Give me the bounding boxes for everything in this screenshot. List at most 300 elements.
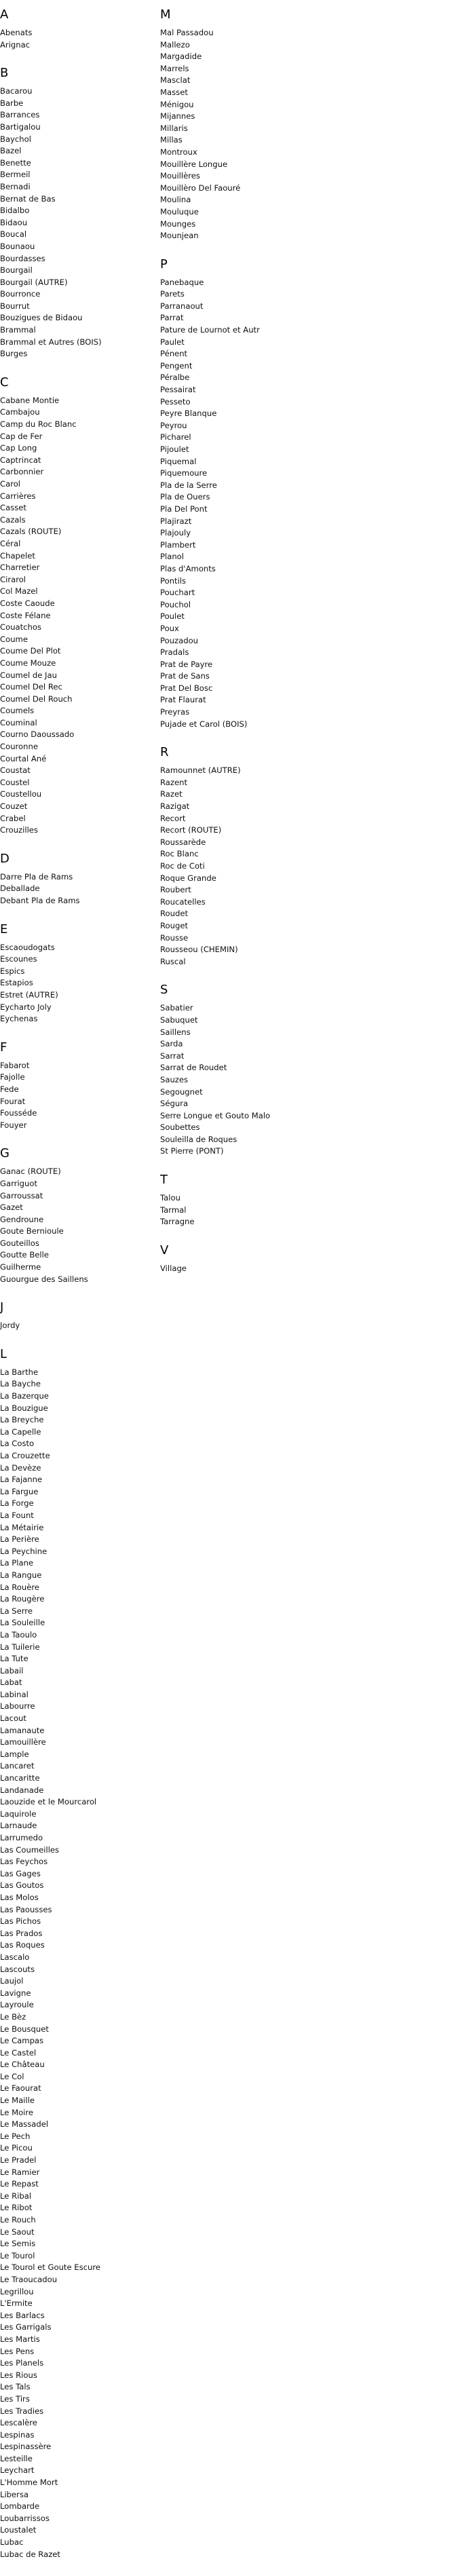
place-link[interactable]: La Barthe [0, 1367, 39, 1377]
place-link[interactable]: Masclat [160, 75, 191, 86]
place-link[interactable]: Souleilla de Roques [160, 1134, 237, 1144]
place-link[interactable]: Estapios [0, 978, 33, 988]
place-link[interactable]: La Souleille [0, 1618, 45, 1628]
place-link[interactable]: Le Col [0, 2071, 24, 2081]
place-link[interactable]: Labat [0, 1678, 22, 1688]
place-link[interactable]: Arignac [0, 39, 31, 50]
place-link[interactable]: Bounaou [0, 241, 35, 251]
place-link[interactable]: Bouzigues de Bidaou [0, 313, 83, 323]
letter-heading: G [0, 1146, 9, 1161]
place-link[interactable]: Coumel de Jau [0, 670, 57, 680]
place-link[interactable]: Goutte Belle [0, 1250, 49, 1260]
place-link[interactable]: Barbe [0, 98, 24, 108]
place-link[interactable]: Coumel Del Rec [0, 682, 62, 692]
place-link[interactable]: Parets [160, 289, 185, 299]
place-link[interactable]: La Bouzigue [0, 1403, 48, 1413]
place-link[interactable]: Prat de Payre [160, 659, 213, 669]
place-link[interactable]: La Breyche [0, 1415, 44, 1425]
place-link[interactable]: Segougnet [160, 1086, 203, 1097]
place-link[interactable]: Picharel [160, 432, 191, 442]
place-link[interactable]: Las Gages [0, 1868, 41, 1878]
place-link[interactable]: Le Bèz [0, 2011, 26, 2022]
place-link[interactable]: Poux [160, 623, 179, 633]
place-link[interactable]: Le Castel [0, 2047, 37, 2058]
place-link[interactable]: La Rouère [0, 1582, 40, 1592]
letter-heading: R [160, 745, 169, 760]
place-link[interactable]: La Forge [0, 1498, 34, 1509]
place-link[interactable]: La Tute [0, 1654, 28, 1664]
place-link[interactable]: Roucatelles [160, 896, 206, 907]
place-link[interactable]: La Perière [0, 1534, 39, 1545]
place-link[interactable]: Rousseou (CHEMIN) [160, 945, 238, 955]
place-link[interactable]: Mouillèro Del Faouré [160, 183, 241, 193]
place-link[interactable]: Millaris [160, 123, 188, 133]
place-link[interactable]: Pouchol [160, 599, 191, 609]
place-link[interactable]: Le Rouch [0, 2215, 36, 2224]
place-link[interactable]: Brammal et Autres (BOIS) [0, 337, 102, 347]
place-link[interactable]: Courno Daoussado [0, 730, 75, 740]
place-link[interactable]: Céral [0, 538, 21, 548]
place-link[interactable]: Mouillère Longue [160, 159, 228, 169]
place-link[interactable]: La Fount [0, 1510, 34, 1520]
place-link[interactable]: Prat Flaurat [160, 695, 206, 705]
place-link[interactable]: Paulet [160, 337, 185, 347]
place-link[interactable]: Ganac (ROUTE) [0, 1167, 61, 1177]
place-link[interactable]: Margadide [160, 52, 202, 62]
place-link[interactable]: Gouteillos [0, 1238, 39, 1248]
place-link[interactable]: Saillens [160, 1027, 191, 1037]
place-link[interactable]: Peyre Blanque [160, 409, 217, 419]
place-link[interactable]: Le Moire [0, 2107, 34, 2117]
place-link[interactable]: Las Goutos [0, 1880, 44, 1891]
place-link[interactable]: Bartigalou [0, 121, 41, 132]
place-link[interactable]: La Fajanne [0, 1475, 43, 1485]
place-link[interactable]: Coume [0, 634, 28, 644]
place-link[interactable]: Labinal [0, 1689, 28, 1699]
place-link[interactable]: Cazals [0, 514, 26, 525]
place-link[interactable]: Le Pech [0, 2131, 31, 2141]
place-link[interactable]: Cirarol [0, 574, 26, 584]
place-link[interactable]: Couatchos [0, 622, 42, 632]
place-link[interactable]: Las Pichos [0, 1916, 41, 1927]
place-link[interactable]: Bourgail [0, 265, 33, 276]
letter-section-e [0, 923, 149, 1025]
place-link[interactable]: Brammal [0, 325, 36, 335]
place-link[interactable]: Les Garrigals [0, 2322, 52, 2332]
place-link[interactable]: Piquemoure [160, 468, 208, 478]
place-link[interactable]: Roubert [160, 885, 191, 895]
place-link[interactable]: La Devèze [0, 1462, 41, 1473]
place-link[interactable]: Le Faourat [0, 2083, 41, 2094]
place-link[interactable]: Plajouly [160, 528, 191, 538]
place-link[interactable]: Captrincat [0, 455, 41, 465]
place-list [160, 1002, 309, 1158]
place-link[interactable]: Coustellou [0, 789, 42, 799]
place-link[interactable]: Deballade [0, 884, 40, 894]
place-link[interactable]: Les Pens [0, 2346, 35, 2356]
place-link[interactable]: Soubettes [160, 1122, 200, 1133]
place-link[interactable]: Legrillou [0, 2286, 34, 2296]
place-link[interactable]: Serre Longue et Gouto Malo [160, 1110, 271, 1120]
place-link[interactable]: Garriguot [0, 1178, 37, 1188]
place-link[interactable]: Parrat [160, 313, 184, 323]
place-link[interactable]: Razigat [160, 801, 190, 812]
place-link[interactable]: Les Martis [0, 2334, 40, 2344]
place-link[interactable]: Col Mazel [0, 586, 38, 596]
place-link[interactable]: Les Barlacs [0, 2310, 45, 2320]
place-link[interactable]: Espics [0, 966, 25, 976]
place-link[interactable]: Bazel [0, 146, 22, 156]
place-link[interactable]: Mounges [160, 219, 196, 229]
place-link[interactable]: Bacarou [0, 86, 33, 96]
place-link[interactable]: L'Ermite [0, 2298, 33, 2309]
place-link[interactable]: Couminal [0, 717, 37, 727]
place-link[interactable]: Razent [160, 777, 188, 787]
place-link[interactable]: Loustalet [0, 2525, 37, 2535]
place-link[interactable]: Plas d'Amonts [160, 563, 216, 573]
place-link[interactable]: La Tuilerie [0, 1642, 40, 1652]
place-link[interactable]: Lample [0, 1749, 29, 1759]
place-link[interactable]: Libersa [0, 2489, 29, 2499]
place-link[interactable]: Coustel [0, 777, 30, 787]
place-link[interactable]: Lancaret [0, 1761, 35, 1771]
place-link[interactable]: Cap de Fer [0, 431, 43, 441]
place-link[interactable]: Le Picou [0, 2143, 33, 2153]
place-link[interactable]: Village [160, 1263, 187, 1273]
place-link[interactable]: Razet [160, 789, 183, 799]
place-link[interactable]: Cap Long [0, 443, 37, 453]
place-link[interactable]: Le Ribal [0, 2191, 32, 2201]
place-link[interactable]: Pengent [160, 360, 193, 371]
place-link[interactable]: Le Massadel [0, 2119, 49, 2129]
place-link[interactable]: Garroussat [0, 1190, 43, 1200]
place-link[interactable]: Laouzide et le Mourcarol [0, 1797, 97, 1807]
place-link[interactable]: Moulina [160, 195, 191, 205]
place-link[interactable]: St Pierre (PONT) [160, 1146, 224, 1156]
place-link[interactable]: Pessairat [160, 385, 196, 395]
place-link[interactable]: Coste Félane [0, 610, 51, 620]
place-link[interactable]: Larnaude [0, 1821, 37, 1831]
place-link[interactable]: Gendroune [0, 1214, 44, 1224]
place-link[interactable]: Goute Bernioule [0, 1226, 64, 1236]
place-link[interactable]: Lombarde [0, 2501, 40, 2512]
place-link[interactable]: Lubac [0, 2537, 24, 2547]
letter-section-d [0, 852, 149, 907]
place-link[interactable]: Bidalbo [0, 206, 30, 216]
place-link[interactable]: Sabatier [160, 1003, 193, 1013]
place-link[interactable]: Pla Del Pont [160, 504, 208, 514]
place-link[interactable]: Bidaou [0, 217, 28, 227]
place-link[interactable]: Estret (AUTRE) [0, 989, 58, 1000]
place-link[interactable]: Chapelet [0, 550, 35, 561]
place-link[interactable]: Eychenas [0, 1014, 38, 1024]
place-link[interactable]: Las Roques [0, 1940, 45, 1950]
place-link[interactable]: Bourronce [0, 289, 41, 299]
place-link[interactable]: Les Planels [0, 2358, 44, 2368]
place-link[interactable]: Mouluque [160, 206, 199, 216]
place-link[interactable]: Le Ramier [0, 2167, 40, 2177]
place-link[interactable]: Camp du Roc Blanc [0, 419, 77, 430]
place-link[interactable]: La Métairie [0, 1522, 44, 1532]
place-link[interactable]: Pontils [160, 575, 187, 586]
letter-section-t [160, 1173, 309, 1228]
place-link[interactable]: Marrels [160, 63, 189, 73]
place-link[interactable]: Ménigou [160, 99, 194, 109]
place-link[interactable]: La Capelle [0, 1426, 41, 1437]
place-list [0, 942, 149, 1025]
place-link[interactable]: Les Tals [0, 2382, 31, 2392]
place-link[interactable]: Le Tourol [0, 2250, 35, 2260]
place-link[interactable]: Laujol [0, 1976, 24, 1986]
place-link[interactable]: Escaoudogats [0, 942, 55, 952]
place-list [160, 765, 309, 968]
place-list [160, 1263, 309, 1275]
place-link[interactable]: Crouzilles [0, 825, 38, 835]
place-link[interactable]: Fouyer [0, 1120, 27, 1130]
place-link[interactable]: Poulet [160, 611, 185, 622]
place-link[interactable]: Piquemal [160, 456, 197, 466]
place-link[interactable]: Le Repast [0, 2179, 39, 2189]
place-link[interactable]: La Serre [0, 1606, 33, 1616]
place-link[interactable]: Plambert [160, 539, 196, 550]
place-link[interactable]: Pature de Lournot et Autr [160, 325, 260, 335]
place-link[interactable]: La Rougère [0, 1594, 45, 1604]
place-link[interactable]: Talou [160, 1193, 180, 1203]
place-link[interactable]: Lancaritte [0, 1773, 40, 1783]
place-link[interactable]: Sarrat [160, 1050, 185, 1061]
place-link[interactable]: Masset [160, 87, 188, 97]
place-link[interactable]: La Crouzette [0, 1451, 50, 1460]
place-link[interactable]: La Rangue [0, 1570, 42, 1580]
place-link[interactable]: Coume Mouze [0, 658, 56, 668]
place-link[interactable]: Lascouts [0, 1964, 35, 1974]
place-link[interactable]: Recort (ROUTE) [160, 825, 222, 835]
place-link[interactable]: Pijoulet [160, 444, 189, 454]
letter-section-v [160, 1244, 309, 1275]
place-link[interactable]: Cabane Montie [0, 395, 60, 405]
place-link[interactable]: Baychol [0, 134, 31, 144]
place-link[interactable]: Roudet [160, 909, 189, 919]
place-link[interactable]: Carol [0, 479, 21, 489]
place-link[interactable]: Layroule [0, 2000, 34, 2010]
place-link[interactable]: Le Pradel [0, 2155, 37, 2165]
place-link[interactable]: Couronne [0, 742, 38, 752]
place-link[interactable]: Plajirazt [160, 516, 192, 526]
place-link[interactable]: Lespinassère [0, 2442, 52, 2452]
place-link[interactable]: Pla de Ouers [160, 492, 210, 502]
place-link[interactable]: Ségura [160, 1099, 189, 1109]
letter-heading: D [0, 851, 9, 866]
place-link[interactable]: Lamouillère [0, 1737, 46, 1747]
place-link[interactable]: Landanade [0, 1785, 44, 1795]
place-link[interactable]: Jordy [0, 1321, 20, 1331]
place-link[interactable]: La Costo [0, 1439, 35, 1449]
place-link[interactable]: L'Homme Mort [0, 2478, 58, 2488]
place-link[interactable]: Casset [0, 503, 26, 513]
place-link[interactable]: Recort [160, 813, 186, 823]
place-list [0, 27, 149, 51]
place-link[interactable]: Le Château [0, 2060, 45, 2070]
place-link[interactable]: Tarragne [160, 1217, 195, 1227]
place-link[interactable]: Gazet [0, 1202, 23, 1213]
place-link[interactable]: Montroux [160, 147, 197, 157]
place-link[interactable]: Pla de la Serre [160, 480, 217, 490]
place-link[interactable]: Mouillères [160, 171, 200, 181]
place-link[interactable]: Larrumedo [0, 1833, 43, 1842]
place-link[interactable]: Crabel [0, 813, 26, 823]
place-link[interactable]: La Bazerque [0, 1391, 49, 1401]
place-link[interactable]: Lespinas [0, 2429, 35, 2440]
place-link[interactable]: Lacout [0, 1713, 26, 1724]
place-list [0, 1166, 149, 1285]
place-link[interactable]: Roussarède [160, 837, 206, 847]
place-link[interactable]: Le Maille [0, 2096, 35, 2106]
place-link[interactable]: Escounes [0, 954, 37, 964]
place-link[interactable]: Millas [160, 135, 183, 145]
place-link[interactable]: Le Semis [0, 2239, 36, 2249]
place-link[interactable]: Le Campas [0, 2036, 44, 2046]
place-link[interactable]: Cambajou [0, 407, 40, 417]
place-link[interactable]: Mal Passadou [160, 28, 214, 37]
place-link[interactable]: Lescalère [0, 2418, 37, 2428]
place-link[interactable]: Bourgail (AUTRE) [0, 277, 68, 287]
place-link[interactable]: Ruscal [160, 956, 186, 966]
place-link[interactable]: Parranaout [160, 301, 204, 311]
place-link[interactable]: Bermeil [0, 170, 31, 180]
place-link[interactable]: Fourat [0, 1096, 26, 1106]
place-link[interactable]: Bernat de Bas [0, 193, 56, 204]
place-link[interactable]: Las Coumeilles [0, 1844, 60, 1855]
place-link[interactable]: Rouget [160, 920, 189, 930]
place-link[interactable]: Fajolle [0, 1072, 25, 1082]
place-link[interactable]: Lascalo [0, 1952, 30, 1962]
place-link[interactable]: Labourre [0, 1701, 35, 1711]
place-link[interactable]: Pouzadou [160, 635, 199, 645]
place-link[interactable]: Preyras [160, 707, 190, 717]
place-link[interactable]: Planol [160, 552, 184, 562]
place-link[interactable]: Guilherme [0, 1262, 41, 1272]
place-link[interactable]: Darre Pla de Rams [0, 871, 73, 882]
place-link[interactable]: Guourgue des Saillens [0, 1274, 88, 1284]
place-link[interactable]: Bernadi [0, 181, 31, 191]
place-link[interactable]: Boucal [0, 229, 27, 240]
place-link[interactable]: Cazals (ROUTE) [0, 527, 62, 537]
place-link[interactable]: Lamanaute [0, 1725, 45, 1735]
place-link[interactable]: Lubac de Razet [0, 2549, 60, 2559]
place-link[interactable]: Sabuquet [160, 1015, 198, 1025]
place-link[interactable]: Peyrou [160, 420, 187, 430]
place-link[interactable]: Labail [0, 1665, 24, 1675]
place-link[interactable]: Eycharto Joly [0, 1002, 52, 1012]
place-link[interactable]: Las Paousses [0, 1904, 52, 1914]
place-link[interactable]: Abenats [0, 28, 33, 37]
place-link[interactable]: Lesteille [0, 2453, 33, 2463]
place-link[interactable]: Rousse [160, 932, 189, 943]
place-link[interactable]: Fousséde [0, 1108, 37, 1118]
place-link[interactable]: La Taoulo [0, 1629, 37, 1640]
place-link[interactable]: Charretier [0, 563, 40, 573]
place-link[interactable]: Pénent [160, 349, 188, 359]
place-link[interactable]: Ramounnet (AUTRE) [160, 765, 241, 776]
letter-section-b [0, 67, 149, 360]
letter-heading: B [0, 66, 9, 81]
place-link[interactable]: Roc de Coti [160, 861, 205, 871]
place-link[interactable]: Le Bousquet [0, 2024, 49, 2034]
letter-section-g [0, 1147, 149, 1285]
place-link[interactable]: Lavigne [0, 1988, 31, 1998]
place-link[interactable]: Pradals [160, 647, 189, 658]
place-link[interactable]: Fabarot [0, 1060, 30, 1070]
place-link[interactable]: Carbonnier [0, 467, 44, 477]
place-link[interactable]: Coumels [0, 706, 35, 716]
place-link[interactable]: Le Traoucadou [0, 2274, 58, 2284]
place-link[interactable]: Les Tirs [0, 2393, 30, 2404]
place-link[interactable]: Le Tourol et Goute Escure [0, 2262, 101, 2273]
place-link[interactable]: Laquirole [0, 1808, 37, 1819]
place-link[interactable]: Coume Del Plot [0, 646, 61, 656]
place-link[interactable]: Sarda [160, 1039, 183, 1049]
place-link[interactable]: Le Saout [0, 2227, 35, 2237]
place-link[interactable]: Mallezo [160, 39, 190, 50]
letter-heading: C [0, 375, 9, 390]
place-link[interactable]: Bourrut [0, 301, 30, 311]
place-link[interactable]: Roque Grande [160, 873, 216, 883]
letter-heading: E [0, 922, 8, 936]
place-link[interactable]: Barrances [0, 110, 40, 120]
place-link[interactable]: Fede [0, 1084, 19, 1094]
place-link[interactable]: Bourdasses [0, 253, 45, 263]
place-link[interactable]: Courtal Ané [0, 753, 47, 763]
place-link[interactable]: Prat Del Bosc [160, 683, 213, 693]
place-link[interactable]: Loubarrissos [0, 2513, 50, 2523]
place-link[interactable]: Mijannes [160, 111, 195, 121]
place-link[interactable]: Pujade et Carol (BOIS) [160, 719, 248, 729]
place-link[interactable]: Panebaque [160, 277, 204, 287]
letter-section-s [160, 983, 309, 1158]
place-link[interactable]: La Fargue [0, 1486, 39, 1496]
place-link[interactable]: Coumel Del Rouch [0, 694, 73, 704]
place-link[interactable]: Tarmal [160, 1205, 187, 1215]
place-link[interactable]: Carrières [0, 491, 36, 501]
place-link[interactable]: Coste Caoude [0, 598, 55, 608]
place-link[interactable]: Mounjean [160, 231, 199, 241]
place-link[interactable]: La Peychine [0, 1546, 47, 1556]
place-link[interactable]: La Bayche [0, 1379, 41, 1389]
place-link[interactable]: Couzet [0, 801, 28, 812]
place-link[interactable]: Le Ribot [0, 2203, 33, 2213]
place-link[interactable]: Las Feychos [0, 1857, 48, 1867]
place-list [160, 1192, 309, 1228]
place-link[interactable]: Debant Pla de Rams [0, 896, 80, 905]
place-link[interactable]: Burges [0, 349, 28, 359]
place-link[interactable]: Sauzes [160, 1074, 189, 1084]
place-link[interactable]: Las Prados [0, 1928, 43, 1938]
place-link[interactable]: Benette [0, 157, 31, 168]
place-link[interactable]: Pesseto [160, 396, 191, 406]
place-link[interactable]: Roc Blanc [160, 849, 199, 859]
place-link[interactable]: Prat de Sans [160, 671, 210, 681]
place-link[interactable]: Péralbe [160, 373, 190, 383]
place-link[interactable]: Coustat [0, 765, 31, 776]
place-link[interactable]: Les Tradies [0, 2406, 44, 2416]
place-link[interactable]: Les Rious [0, 2370, 37, 2380]
place-link[interactable]: Leychart [0, 2465, 35, 2476]
letter-heading: P [160, 257, 168, 271]
place-link[interactable]: La Plane [0, 1558, 34, 1568]
place-link[interactable]: Las Molos [0, 1892, 39, 1902]
place-link[interactable]: Pouchart [160, 588, 195, 598]
place-link[interactable]: Sarrat de Roudet [160, 1063, 227, 1073]
